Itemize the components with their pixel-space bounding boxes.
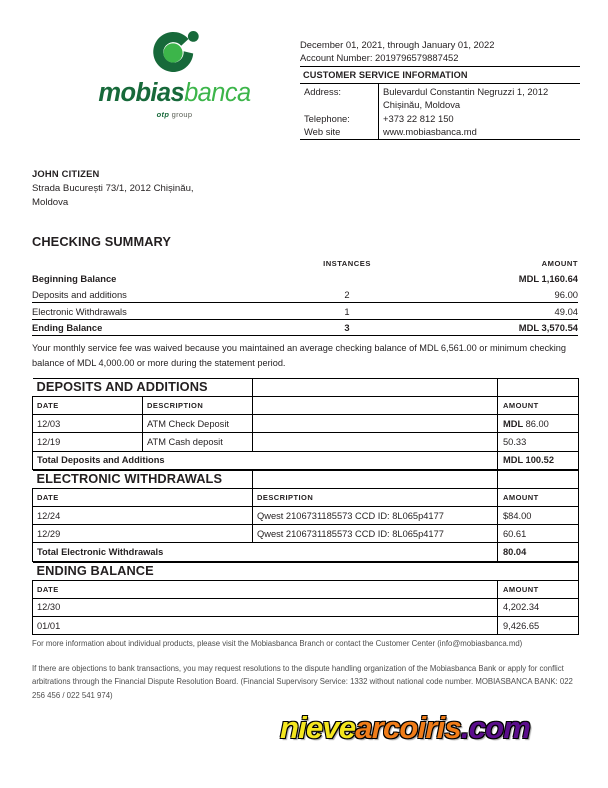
ending-balance-section [32,562,578,636]
summary-spacer [412,287,458,303]
summary-amount: 96.00 [554,288,578,300]
summary-row-withdrawals [32,303,578,320]
withdrawals-total-label: Total Electronic Withdrawals [33,543,498,561]
withdrawals-total-row [33,543,579,561]
deposits-column-row [33,397,579,415]
customer-service-box [300,84,580,140]
customer-address-block [32,167,332,211]
withdrawals-col-amount: AMOUNT [498,489,579,507]
watermark-part-3: .com [460,710,531,745]
csi-value-telephone: +373 22 812 150 [383,112,454,124]
table-row [33,598,579,616]
service-fee-waiver-note: Your monthly service fee was waived because you maintained an average checking balance of MDL 6,561.00 or minimum checking balance of MDL 4,000.00 or more during the statement period. [32,343,567,368]
ending-balance-title: ENDING BALANCE [36,562,154,578]
checking-summary-title: CHECKING SUMMARY [32,234,172,249]
withdrawals-total-amount: 80.04 [498,543,579,561]
table-row [33,415,579,433]
withdrawals-title-blank2 [498,470,579,488]
summary-spacer [412,303,458,320]
deposit-amount-currency: MDL [503,418,526,429]
logo-word-secondary: banca [184,79,251,107]
deposit-blank [253,415,498,433]
withdrawals-section [32,470,578,562]
summary-spacer [412,319,458,336]
withdrawal-description: Qwest 2106731185573 CCD ID: 8L065p4177 [253,507,498,525]
csi-label-website: Web site [304,126,341,138]
summary-spacer-header [412,257,458,271]
summary-row-deposits [32,287,578,303]
mobiasbanca-logo-icon [147,27,203,77]
ending-balance-col-amount: AMOUNT [498,580,579,598]
ending-balance-title-blank [498,562,579,580]
ending-balance-title-row [33,562,579,580]
csi-label-address: Address: [304,86,341,97]
account-number: Account Number: 2019796579887452 [300,52,459,64]
summary-label: Beginning Balance [32,273,117,285]
deposit-description: ATM Check Deposit [143,415,253,433]
deposit-description: ATM Cash deposit [143,433,253,451]
ending-balance-date: 12/30 [33,598,498,616]
withdrawal-amount: 60.61 [498,525,579,543]
ending-balance-title-cell [33,562,498,580]
deposits-total-amount: MDL 100.52 [498,451,579,469]
summary-label: Electronic Withdrawals [32,303,282,320]
summary-label: Deposits and additions [32,288,127,300]
csi-column-divider [378,84,379,140]
summary-amount: 49.04 [458,303,578,320]
logo-wordmark [62,81,287,107]
table-row [33,507,579,525]
withdrawals-table [32,470,579,562]
summary-header-row [32,257,578,271]
withdrawals-title-blank1 [253,470,498,488]
customer-service-title: CUSTOMER SERVICE INFORMATION [300,66,580,84]
withdrawal-amount: $84.00 [498,507,579,525]
summary-instances: 2 [344,288,350,300]
deposits-total-row [33,451,579,469]
logo-sub-primary: otp [156,109,170,119]
ending-balance-col-date: DATE [33,580,498,598]
withdrawals-title-cell [33,470,253,488]
summary-label: Ending Balance [32,319,282,336]
withdrawal-date: 12/24 [33,507,253,525]
deposits-col-description: DESCRIPTION [143,397,253,415]
deposits-title-row [33,378,579,396]
deposit-amount-value: 86.00 [525,418,549,429]
deposit-amount [498,415,579,433]
statement-period: December 01, 2021, through January 01, 2022 [300,39,495,50]
deposit-blank [253,433,498,451]
ending-balance-amount: 4,202.34 [498,598,579,616]
ending-balance-column-row [33,580,579,598]
summary-blank-header [32,257,282,271]
table-row [33,617,579,635]
deposits-table [32,378,579,470]
deposits-section [32,378,578,470]
csi-value-address-line2: Chișinău, Moldova [383,99,461,111]
deposits-title: DEPOSITS AND ADDITIONS [36,378,208,394]
csi-label-telephone: Telephone: [304,112,350,124]
deposits-total-label: Total Deposits and Additions [33,451,498,469]
summary-instances [282,271,412,287]
checking-summary-table [32,257,578,337]
withdrawals-column-row [33,489,579,507]
customer-address-line2: Moldova [32,197,69,209]
withdrawal-date: 12/29 [33,525,253,543]
deposits-col-amount: AMOUNT [498,397,579,415]
deposits-title-blank2 [498,378,579,396]
withdrawals-col-description: DESCRIPTION [253,489,498,507]
statement-footer [32,637,578,702]
ending-balance-date: 01/01 [33,617,498,635]
ending-balance-table [32,562,579,636]
deposit-date: 12/19 [33,433,143,451]
withdrawals-title: ELECTRONIC WITHDRAWALS [36,470,223,486]
summary-row-ending-balance [32,319,578,336]
withdrawals-col-date: DATE [33,489,253,507]
table-row [33,433,579,451]
customer-address-line1: Strada București 73/1, 2012 Chișinău, [32,182,194,194]
summary-amount: MDL 1,160.64 [518,273,578,285]
watermark-part-1: nieve [280,710,356,745]
deposits-title-blank1 [253,378,498,396]
deposits-col-date: DATE [33,397,143,415]
logo-word-primary: mobias [98,79,185,107]
watermark-part-2: arcoiris [355,710,461,745]
deposits-title-cell [33,378,253,396]
logo-subtitle [62,111,287,119]
ending-balance-amount: 9,426.65 [498,617,579,635]
table-row [33,525,579,543]
summary-spacer [412,271,458,287]
nievearcoiris-watermark [280,712,530,743]
account-info [300,38,580,65]
deposits-col-blank [253,397,498,415]
footer-line-2: If there are objections to bank transactions, you may request resolutions to the dispute handling organization of the Mobiasbanca Bank or apply for conflict arbitrations through the Financial Dispute Resolution Board. (Financial Supervisory Service: 1332 without national code number. MOBIASBANCA BANK: 022 256 456 / 022 541 974) [32,663,573,700]
summary-instances: 1 [282,303,412,320]
summary-amount: MDL 3,570.54 [458,319,578,336]
csi-value-address-line1: Bulevardul Constantin Negruzzi 1, 2012 [383,86,549,97]
summary-col-instances: INSTANCES [323,259,371,269]
csi-value-website: www.mobiasbanca.md [383,126,477,138]
logo-sub-secondary: group [169,109,193,119]
statement-body [32,236,578,635]
customer-name: JOHN CITIZEN [32,168,100,179]
summary-col-amount: AMOUNT [541,259,578,269]
footer-line-1: For more information about individual products, please visit the Mobiasbanca Branch or contact the Customer Center (info@mobiasbanca.md) [32,639,523,648]
withdrawal-description: Qwest 2106731185573 CCD ID: 8L065p4177 [253,525,498,543]
statement-header [0,0,608,209]
withdrawals-title-row [33,470,579,488]
summary-instances: 3 [282,319,412,336]
deposit-amount: 50.33 [498,433,579,451]
summary-row-beginning-balance [32,271,578,287]
deposit-date: 12/03 [33,415,143,433]
bank-logo [62,27,287,118]
